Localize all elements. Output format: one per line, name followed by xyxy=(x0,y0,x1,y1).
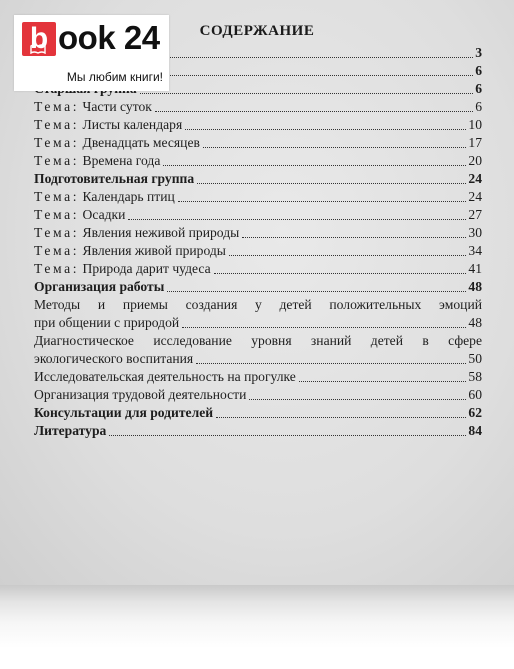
toc-entry-title xyxy=(34,242,226,260)
dot-leader xyxy=(178,201,467,202)
dot-leader xyxy=(229,255,466,256)
toc-entry-title xyxy=(34,116,182,134)
toc-entry-text: Организация работы xyxy=(34,279,165,294)
dot-leader xyxy=(167,291,466,292)
topic-label: Тема: xyxy=(34,207,80,222)
toc-entry xyxy=(34,296,482,332)
toc-page-number: 6 xyxy=(475,81,482,96)
topic-label: Тема: xyxy=(34,225,80,240)
toc-entry xyxy=(34,368,482,386)
dot-leader xyxy=(214,273,467,274)
toc-entry-title-cont: при общении с природой xyxy=(34,315,180,330)
toc-entry-text: Части суток xyxy=(82,99,152,114)
toc-topic-entry xyxy=(34,98,482,116)
toc-entry xyxy=(34,422,482,440)
toc-page-number: 34 xyxy=(468,243,482,258)
toc-entry-text: Явления живой природы xyxy=(82,243,226,258)
dot-leader xyxy=(140,93,474,94)
dot-leader xyxy=(216,417,466,418)
toc-entry xyxy=(34,278,482,296)
page-shadow xyxy=(0,585,514,669)
toc-entry-title-cont: экологического воспитания xyxy=(34,351,194,366)
toc-entry-text: Листы календаря xyxy=(82,117,183,132)
toc-entry-text: Консультации для родителей xyxy=(34,405,214,420)
toc-entry-title xyxy=(34,224,239,242)
dot-leader xyxy=(163,165,466,166)
toc-entry-title xyxy=(34,98,152,116)
toc-entry-title xyxy=(34,206,125,224)
toc-page-number: 17 xyxy=(468,135,482,150)
logo-letter: b xyxy=(29,22,49,55)
dot-leader xyxy=(197,183,466,184)
toc-entry-title xyxy=(34,134,200,152)
toc-entry xyxy=(34,332,482,368)
dot-leader xyxy=(182,327,466,328)
toc-page-number: 48 xyxy=(468,279,482,294)
toc-entry-text: Литература xyxy=(34,423,107,438)
toc-page-number: 6 xyxy=(475,63,482,78)
toc-topic-entry xyxy=(34,116,482,134)
toc-entry-text: Исследовательская деятельность на прогулке xyxy=(34,369,296,384)
toc-page-number: 60 xyxy=(468,387,482,402)
topic-label: Тема: xyxy=(34,135,80,150)
toc-page-number: 84 xyxy=(468,423,482,438)
book-icon xyxy=(30,44,46,54)
toc-page-number: 58 xyxy=(468,369,482,384)
dot-leader xyxy=(155,111,473,112)
toc-entry xyxy=(34,404,482,422)
toc-topic-entry xyxy=(34,224,482,242)
toc-entry-text: Осадки xyxy=(82,207,126,222)
dot-leader xyxy=(249,399,466,400)
toc-entry-title xyxy=(34,188,175,206)
topic-label: Тема: xyxy=(34,243,80,258)
toc-page-number: 27 xyxy=(468,207,482,222)
book24-logo[interactable] xyxy=(14,15,169,91)
toc-topic-entry xyxy=(34,134,482,152)
toc-entry-text: Времена года xyxy=(82,153,161,168)
topic-label: Тема: xyxy=(34,99,80,114)
toc-page-number: 50 xyxy=(468,351,482,366)
topic-label: Тема: xyxy=(34,261,80,276)
toc-page-number: 41 xyxy=(468,261,482,276)
logo-letter-box xyxy=(22,22,56,56)
topic-label: Тема: xyxy=(34,117,80,132)
toc-page-number: 6 xyxy=(475,99,482,114)
dot-leader xyxy=(185,129,466,130)
toc-topic-entry xyxy=(34,152,482,170)
dot-leader xyxy=(128,219,466,220)
toc-entry-text: Подготовительная группа xyxy=(34,171,195,186)
topic-label: Тема: xyxy=(34,153,80,168)
toc-topic-entry xyxy=(34,260,482,278)
dot-leader xyxy=(109,435,466,436)
toc-topic-entry xyxy=(34,206,482,224)
toc-entry-title xyxy=(34,404,213,422)
dot-leader xyxy=(203,147,467,148)
toc-page-number: 10 xyxy=(468,117,482,132)
toc-entry-text: Организация трудовой деятельности xyxy=(34,387,247,402)
toc-entry-title xyxy=(34,368,296,386)
toc-entry-title xyxy=(34,422,106,440)
toc-page-number: 62 xyxy=(468,405,482,420)
toc-entry-text: Природа дарит чудеса xyxy=(82,261,211,276)
toc-topic-entry xyxy=(34,188,482,206)
toc-entry-title: Методы и приемы создания у детей положительных эмоций xyxy=(34,297,482,312)
toc-entry-title xyxy=(34,152,160,170)
toc-entry-title xyxy=(34,278,164,296)
toc-page-number: 24 xyxy=(468,189,482,204)
toc-entry-text: Двенадцать месяцев xyxy=(82,135,200,150)
toc-entry xyxy=(34,386,482,404)
page-title: СОДЕРЖАНИЕ xyxy=(199,23,315,39)
table-of-contents xyxy=(34,44,482,440)
toc-page-number: 24 xyxy=(468,171,482,186)
toc-topic-entry xyxy=(34,242,482,260)
toc-page-number: 20 xyxy=(468,153,482,168)
dot-leader xyxy=(299,381,467,382)
toc-entry xyxy=(34,170,482,188)
logo-tagline: Мы любим книги! xyxy=(66,70,163,84)
topic-label: Тема: xyxy=(34,189,80,204)
dot-leader xyxy=(242,237,466,238)
toc-entry-title xyxy=(34,260,211,278)
toc-entry-text: Явления неживой природы xyxy=(82,225,240,240)
toc-page-number: 48 xyxy=(468,315,482,330)
toc-entry-title xyxy=(34,386,246,404)
toc-page-number: 30 xyxy=(468,225,482,240)
toc-entry-text: Календарь птиц xyxy=(82,189,175,204)
toc-page-number: 3 xyxy=(475,45,482,60)
toc-entry-title xyxy=(34,170,194,188)
logo-wordmark: ook 24 xyxy=(58,19,160,56)
dot-leader xyxy=(196,363,466,364)
toc-entry-title: Диагностическое исследование уровня знаний детей в сфере xyxy=(34,333,482,348)
